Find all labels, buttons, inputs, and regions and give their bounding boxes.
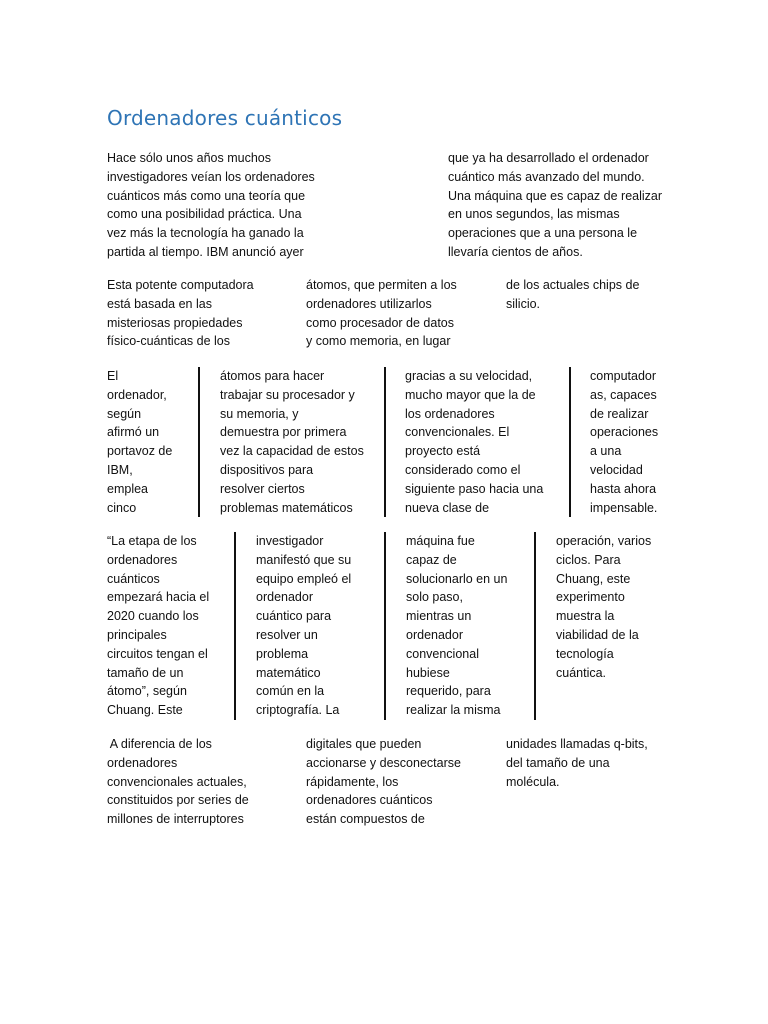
text-line: viabilidad de la	[556, 627, 639, 642]
text-line: ciclos. Para	[556, 552, 621, 567]
text-line: cuántico para	[256, 609, 332, 624]
text-line: criptografía. La	[256, 703, 340, 718]
text-line: problemas matemáticos	[220, 500, 353, 515]
text-line: cuántica.	[556, 665, 607, 680]
text-line: 2020 cuando los	[107, 609, 199, 624]
text-line: hasta ahora	[590, 481, 657, 496]
text-line: matemático	[256, 665, 321, 680]
text-line: máquina fue	[406, 534, 475, 548]
text-line: átomos, que permiten a los	[306, 278, 457, 292]
text-line: hubiese	[406, 665, 450, 680]
text-line: constituidos por series de	[107, 793, 249, 808]
text-line: solo paso,	[406, 590, 463, 605]
text-line: ordenadores cuánticos	[306, 793, 433, 808]
text-line: equipo empleó el	[256, 571, 352, 586]
text-line: como una posibilidad práctica. Una	[107, 207, 302, 222]
paragraph	[107, 735, 249, 829]
text-column	[107, 149, 315, 262]
text-line: problema	[256, 646, 309, 661]
text-column	[107, 367, 172, 517]
text-line: proyecto está	[405, 444, 481, 459]
text-line: as, capaces	[590, 387, 657, 402]
text-line: Chuang, este	[556, 571, 631, 586]
text-column	[107, 532, 209, 720]
text-line: común en la	[256, 684, 325, 699]
text-line: impensable.	[590, 500, 658, 515]
text-line: investigador	[256, 534, 324, 548]
text-line: átomos para hacer	[220, 369, 325, 383]
text-line: vez más la tecnología ha ganado la	[107, 226, 304, 241]
text-line: ordenador	[406, 627, 463, 642]
text-line: ordenador,	[107, 387, 167, 402]
text-column	[107, 276, 254, 351]
text-line: tecnología	[556, 646, 614, 661]
text-column	[448, 149, 662, 262]
text-line: portavoz de	[107, 444, 173, 459]
text-line: ordenadores	[107, 755, 178, 770]
text-column	[306, 735, 461, 829]
text-line: emplea	[107, 481, 148, 496]
text-line: considerado como el	[405, 462, 521, 477]
text-line: velocidad	[590, 462, 643, 477]
text-line: muestra la	[556, 609, 615, 624]
text-line: circuitos tengan el	[107, 646, 208, 661]
text-line: que ya ha desarrollado el ordenador	[448, 151, 649, 165]
paragraph	[306, 735, 461, 829]
text-line: vez la capacidad de estos	[220, 444, 364, 459]
text-column	[107, 735, 249, 829]
paragraph	[506, 735, 648, 791]
text-line: cinco	[107, 500, 137, 515]
text-line: cuánticos más como una teoría que	[107, 188, 306, 203]
paragraph	[506, 276, 639, 314]
text-line: operación, varios	[556, 534, 652, 548]
text-line: misteriosas propiedades	[107, 315, 243, 330]
paragraph	[448, 149, 662, 262]
text-line: tamaño de un	[107, 665, 184, 680]
text-column	[306, 276, 457, 351]
text-line: Chuang. Este	[107, 703, 183, 718]
text-line: ordenadores	[107, 552, 178, 567]
paragraph	[556, 532, 651, 682]
text-line: digitales que pueden	[306, 737, 422, 751]
text-line: partida al tiempo. IBM anunció ayer	[107, 244, 304, 259]
text-line: convencionales. El	[405, 425, 510, 440]
text-line: “La etapa de los	[107, 534, 197, 548]
text-line: nueva clase de	[405, 500, 490, 515]
text-column	[220, 367, 364, 517]
text-line: experimento	[556, 590, 625, 605]
text-line: ordenadores utilizarlos	[306, 296, 432, 311]
text-line: átomo”, según	[107, 684, 187, 699]
text-line: IBM,	[107, 462, 133, 477]
text-line: está basada en las	[107, 296, 212, 311]
text-line: Esta potente computadora	[107, 278, 254, 292]
text-line: realizar la misma	[406, 703, 501, 718]
text-column	[506, 276, 639, 314]
paragraph	[107, 276, 254, 351]
text-line: mucho mayor que la de	[405, 387, 536, 402]
text-line: ordenador	[256, 590, 313, 605]
text-line: afirmó un	[107, 425, 160, 440]
text-line: principales	[107, 627, 167, 642]
text-line: El	[107, 369, 119, 383]
text-line: según	[107, 406, 142, 421]
text-line: siguiente paso hacia una	[405, 481, 544, 496]
text-line: empezará hacia el	[107, 590, 210, 605]
column-divider	[384, 367, 386, 517]
column-divider	[198, 367, 200, 517]
paragraph	[406, 532, 507, 720]
text-line: en unos segundos, las mismas	[448, 207, 620, 222]
text-line: unidades llamadas q-bits,	[506, 737, 648, 751]
text-column	[590, 367, 658, 517]
text-line: de los actuales chips de	[506, 278, 640, 292]
text-line: están compuestos de	[306, 812, 425, 827]
text-column	[556, 532, 651, 682]
text-line: operaciones	[590, 425, 659, 440]
text-line: a una	[590, 444, 622, 459]
text-line: dispositivos para	[220, 462, 314, 477]
text-line: accionarse y desconectarse	[306, 755, 461, 770]
text-line: llevaría cientos de años.	[448, 244, 583, 259]
text-line: Hace sólo unos años muchos	[107, 151, 271, 165]
text-line: trabajar su procesador y	[220, 387, 355, 402]
text-line: resolver un	[256, 627, 318, 642]
text-line: convencionales actuales,	[107, 774, 247, 789]
text-line: molécula.	[506, 774, 560, 789]
text-line: silicio.	[506, 296, 541, 311]
text-line: operaciones que a una persona le	[448, 226, 638, 241]
paragraph	[220, 367, 364, 517]
text-column	[506, 735, 648, 791]
paragraph	[590, 367, 658, 517]
column-divider	[384, 532, 386, 720]
text-line: demuestra por primera	[220, 425, 347, 440]
text-line: físico-cuánticas de los	[107, 334, 230, 349]
text-line: su memoria, y	[220, 406, 299, 421]
text-line: como procesador de datos	[306, 315, 455, 330]
document-title: Ordenadores cuánticos	[107, 106, 343, 130]
text-line: del tamaño de una	[506, 755, 610, 770]
text-line: y como memoria, en lugar	[306, 334, 451, 349]
paragraph	[107, 149, 315, 262]
column-divider	[534, 532, 536, 720]
text-line: investigadores veían los ordenadores	[107, 169, 315, 184]
text-line: de realizar	[590, 406, 649, 421]
text-line: los ordenadores	[405, 406, 495, 421]
text-line: gracias a su velocidad,	[405, 369, 533, 383]
text-line: cuánticos	[107, 571, 160, 586]
text-line: cuántico más avanzado del mundo.	[448, 169, 645, 184]
text-column	[405, 367, 543, 517]
text-line: manifestó que su	[256, 552, 352, 567]
text-line: requerido, para	[406, 684, 491, 699]
column-divider	[569, 367, 571, 517]
column-divider	[234, 532, 236, 720]
text-line: capaz de	[406, 552, 457, 567]
paragraph	[405, 367, 543, 517]
text-line: A diferencia de los	[107, 737, 212, 751]
text-column	[256, 532, 351, 720]
paragraph	[306, 276, 457, 351]
text-line: solucionarlo en un	[406, 571, 508, 586]
paragraph	[256, 532, 351, 720]
text-line: Una máquina que es capaz de realizar	[448, 188, 663, 203]
text-line: computador	[590, 369, 657, 383]
paragraph	[107, 367, 172, 517]
text-line: mientras un	[406, 609, 472, 624]
text-line: resolver ciertos	[220, 481, 305, 496]
text-line: convencional	[406, 646, 479, 661]
text-column	[406, 532, 507, 720]
text-line: rápidamente, los	[306, 774, 399, 789]
text-line: millones de interruptores	[107, 812, 244, 827]
paragraph	[107, 532, 209, 720]
